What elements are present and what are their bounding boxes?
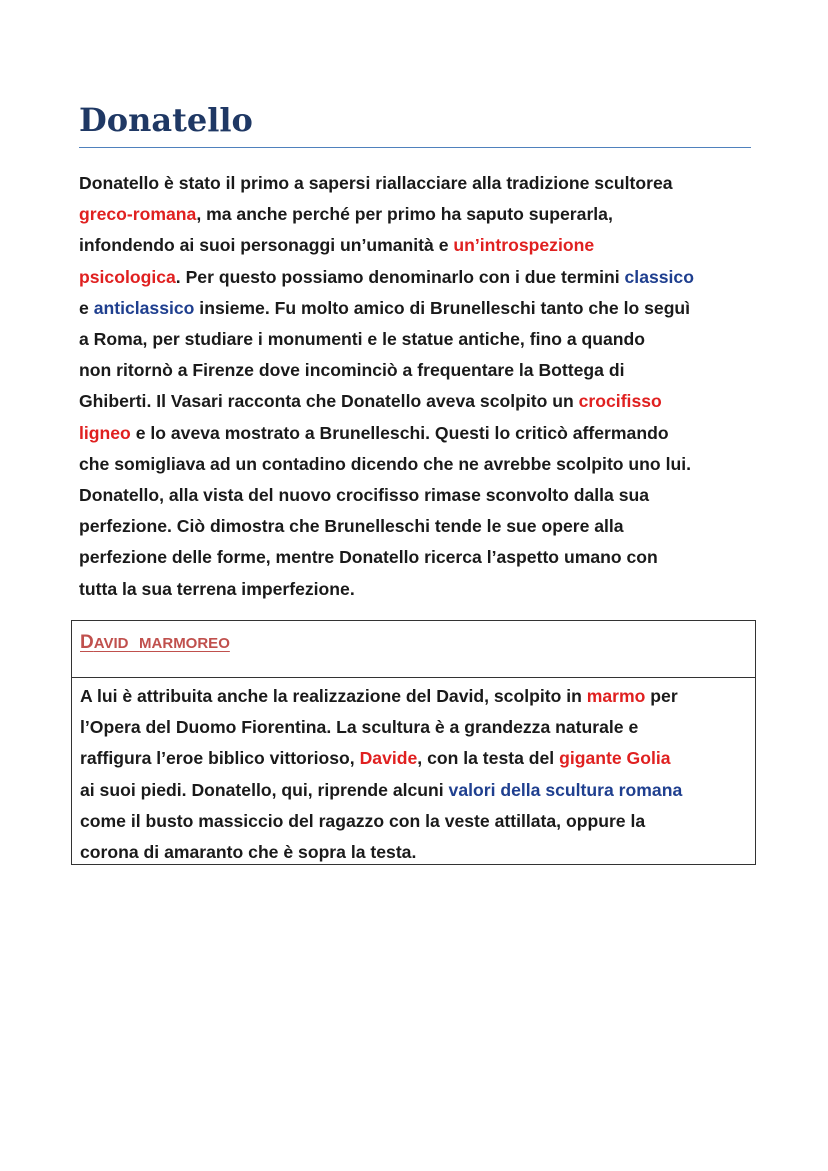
text-run: non ritornò a Firenze dove incominciò a frequentare la Bottega di — [79, 360, 625, 381]
box-heading — [80, 632, 230, 653]
heading-run — [128, 632, 139, 653]
highlighted-term: psicologica — [79, 266, 176, 287]
page-title: Donatello — [79, 101, 253, 139]
text-run: Ghiberti. Il Vasari racconta che Donatello aveva scolpito un — [79, 391, 579, 412]
text-run: Donatello è stato il primo a sapersi riallacciare alla tradizione scultorea — [79, 173, 673, 193]
intro-paragraph — [79, 168, 759, 605]
highlighted-term: marmo — [586, 686, 646, 706]
highlighted-term: ligneo — [79, 422, 131, 443]
highlighted-term: Davide — [359, 748, 418, 769]
heading-run: D — [80, 632, 94, 653]
highlighted-term: crocifisso — [578, 391, 662, 412]
text-run: . Per questo possiamo denominarlo con i due termini — [175, 266, 625, 287]
text-run: e lo aveva mostrato a Brunelleschi. Questi lo criticò affermando — [130, 422, 669, 443]
text-run: infondendo ai suoi personaggi un’umanità e — [79, 235, 454, 256]
box-heading-row — [72, 621, 755, 678]
text-run: a Roma, per studiare i monumenti e le statue antiche, fino a quando — [79, 329, 646, 350]
text-run: ai suoi piedi. Donatello, qui, riprende alcuni — [80, 779, 449, 800]
david-marmoreo-box — [71, 620, 756, 865]
text-run: per — [645, 686, 678, 706]
text-run: Donatello, alla vista del nuovo crocifisso rimase sconvolto dalla sua — [79, 485, 650, 506]
text-run: , con la testa del — [417, 748, 560, 769]
text-run: insieme. Fu molto amico di Brunelleschi tanto che lo seguì — [194, 297, 691, 318]
highlighted-term: greco-romana — [79, 204, 197, 225]
text-run: corona di amaranto che è sopra la testa. — [80, 842, 417, 863]
text-run: l’Opera del Duomo Fiorentina. La scultura è a grandezza naturale e — [80, 717, 639, 738]
highlighted-term: anticlassico — [93, 297, 195, 318]
title-underline-rule — [79, 147, 751, 148]
highlighted-term: classico — [624, 266, 694, 287]
highlighted-term: gigante Golia — [559, 748, 671, 769]
david-paragraph — [72, 681, 755, 868]
text-run: e — [79, 297, 94, 318]
heading-run: MARMOREO — [139, 635, 230, 652]
text-run: come il busto massiccio del ragazzo con la veste attillata, oppure la — [80, 810, 646, 831]
text-run: perfezione delle forme, mentre Donatello ricerca l’aspetto umano con — [79, 547, 658, 568]
text-run: che somigliava ad un contadino dicendo che ne avrebbe scolpito uno lui. — [79, 453, 691, 474]
text-run: A lui è attribuita anche la realizzazione del David, scolpito in — [80, 686, 587, 706]
text-run: perfezione. Ciò dimostra che Brunelleschi tende le sue opere alla — [79, 516, 624, 537]
highlighted-term: valori della scultura romana — [448, 779, 683, 800]
highlighted-term: un’introspezione — [453, 235, 595, 256]
text-run: tutta la sua terrena imperfezione. — [79, 578, 355, 599]
text-run: raffigura l’eroe biblico vittorioso, — [80, 748, 360, 769]
heading-run: AVID — [93, 635, 129, 652]
text-run: , ma anche perché per primo ha saputo superarla, — [196, 204, 613, 225]
